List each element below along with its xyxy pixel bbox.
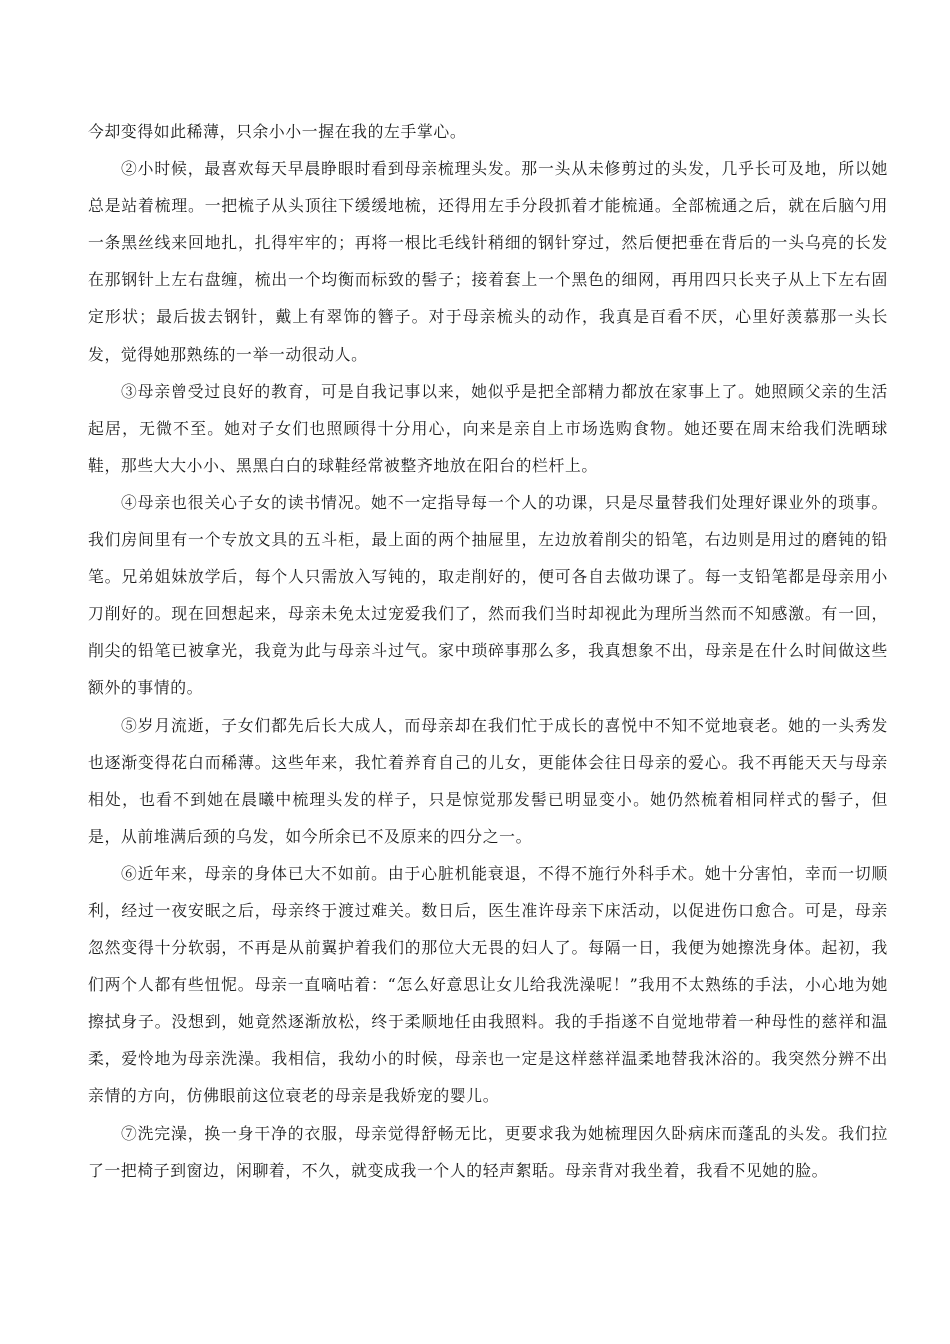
article-body (88, 113, 888, 1189)
paragraph-continuation: 今却变得如此稀薄，只余小小一握在我的左手掌心。 (88, 122, 467, 141)
paragraph-2: ②小时候，最喜欢每天早晨睁眼时看到母亲梳理头发。那一头从未修剪过的头发，几乎长可及地，所以她总是站着梳理。一把梳子从头顶往下缓缓地梳，还得用左手分段抓着才能梳通。全部梳通之后，就在后脑勺用一条黑丝线来回地扎，扎得牢牢的；再将一根比毛线针稍细的钢针穿过，然后便把垂在背后的一头乌亮的长发在那钢针上左右盘缠，梳出一个均衡而标致的髻子；接着套上一个黑色的细网，再用四只长夹子从上下左右固定形状；最后拔去钢针，戴上有翠饰的簪子。对于母亲梳头的动作，我真是百看不厌，心里好羡慕那一头长发，觉得她那熟练的一举一动很动人。 (88, 159, 888, 364)
paragraph-7: ⑦洗完澡，换一身干净的衣服，母亲觉得舒畅无比，更要求我为她梳理因久卧病床而蓬乱的头发。我们拉了一把椅子到窗边，闲聊着，不久，就变成我一个人的轻声絮聒。母亲背对我坐着，我看不见她的脸。 (88, 1123, 888, 1180)
paragraph-4: ④母亲也很关心子女的读书情况。她不一定指导每一个人的功课，只是尽量替我们处理好课业外的琐事。我们房间里有一个专放文具的五斗柜，最上面的两个抽屉里，左边放着削尖的铅笔，右边则是用过的磨钝的铅笔。兄弟姐妹放学后，每个人只需放入写钝的，取走削好的，便可各自去做功课了。每一支铅笔都是母亲用小刀削好的。现在回想起来，母亲未免太过宠爱我们了，然而我们当时却视此为理所当然而不知感激。有一回，削尖的铅笔已被拿光，我竟为此与母亲斗过气。家中琐碎事那么多，我真想象不出，母亲是在什么时间做这些额外的事情的。 (88, 492, 888, 698)
paragraph-3: ③母亲曾受过良好的教育，可是自我记事以来，她似乎是把全部精力都放在家事上了。她照顾父亲的生活起居，无微不至。她对子女们也照顾得十分用心，向来是亲自上市场选购食物。她还要在周末给我们洗晒球鞋，那些大大小小、黑黑白白的球鞋经常被整齐地放在阳台的栏杆上。 (88, 381, 888, 475)
paragraph-6: ⑥近年来，母亲的身体已大不如前。由于心脏机能衰退，不得不施行外科手术。她十分害怕，幸而一切顺利，经过一夜安眠之后，母亲终于渡过难关。数日后，医生准许母亲下床活动，以促进伤口愈合。可是，母亲忽然变得十分软弱，不再是从前翼护着我们的那位大无畏的妇人了。每隔一日，我便为她擦洗身体。起初，我们两个人都有些忸怩。母亲一直嘀咕着：“怎么好意思让女儿给我洗澡呢！”我用不太熟练的手法，小心地为她擦拭身子。没想到，她竟然逐渐放松，终于柔顺地任由我照料。我的手指遂不自觉地带着一种母性的慈祥和温柔，爱怜地为母亲洗澡。我相信，我幼小的时候，母亲也一定是这样慈祥温柔地替我沐浴的。我突然分辨不出亲情的方向，仿佛眼前这位衰老的母亲是我娇宠的婴儿。 (88, 863, 888, 1106)
paragraph-5: ⑤岁月流逝，子女们都先后长大成人，而母亲却在我们忙于成长的喜悦中不知不觉地衰老。她的一头秀发也逐渐变得花白而稀薄。这些年来，我忙着养育自己的儿女，更能体会往日母亲的爱心。我不再能天天与母亲相处，也看不到她在晨曦中梳理头发的样子，只是惊觉那发髻已明显变小。她仍然梳着相同样式的髻子，但是，从前堆满后颈的乌发，如今所余已不及原来的四分之一。 (88, 715, 888, 846)
